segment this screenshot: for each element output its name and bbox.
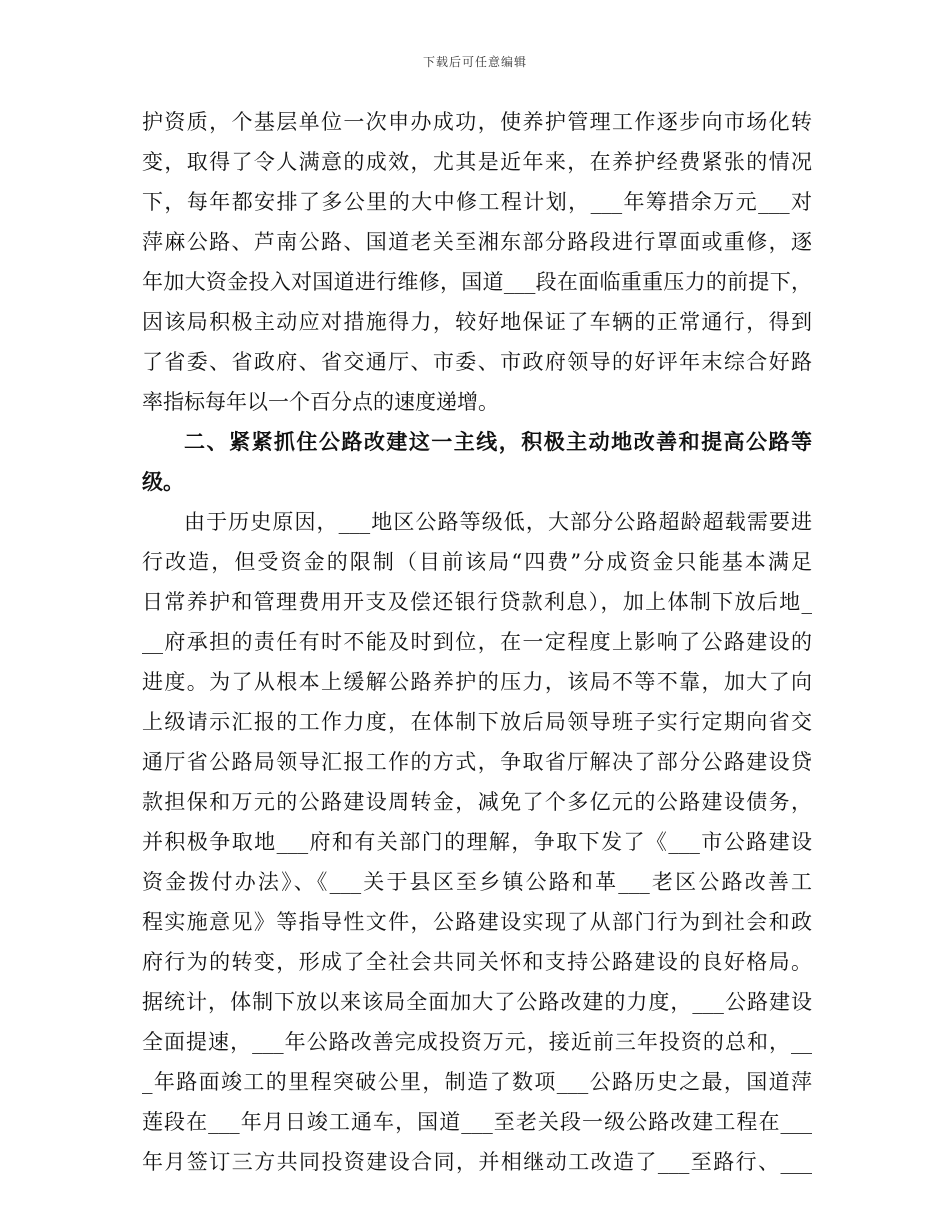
text-line: 款担保和万元的公路建设周转金，减免了个多亿元的公路建设债务， bbox=[142, 790, 812, 814]
text-line: _年路面竣工的里程突破公里，制造了数项___公路历史之最，国道萍 bbox=[142, 1070, 812, 1094]
text-line: 由于历史原因，___地区公路等级低，大部分公路超龄超载需要进 bbox=[184, 510, 812, 534]
text-line: 日常养护和管理费用开支及偿还银行贷款利息），加上体制下放后地_ bbox=[142, 590, 812, 614]
text-line: 莲段在___年月日竣工通车，国道___至老关段一级公路改建工程在___ bbox=[142, 1110, 812, 1134]
text-line: 萍麻公路、芦南公路、国道老关至湘东部分路段进行罩面或重修，逐 bbox=[142, 230, 812, 254]
text-line: 变，取得了令人满意的成效，尤其是近年来，在养护经费紧张的情况 bbox=[142, 150, 812, 174]
text-line: 通厅省公路局领导汇报工作的方式，争取省厅解决了部分公路建设贷 bbox=[142, 750, 812, 774]
text-line: __府承担的责任有时不能及时到位，在一定程度上影响了公路建设的 bbox=[142, 630, 812, 654]
text-line: 并积极争取地___府和有关部门的理解，争取下发了《___市公路建设 bbox=[142, 830, 812, 854]
page-header: 下载后可任意编辑 bbox=[422, 55, 527, 69]
text-line: 下，每年都安排了多公里的大中修工程计划，___年筹措余万元___对 bbox=[142, 190, 812, 214]
text-line: 年月签订三方共同投资建设合同，并相继动工改造了___至路行、___ bbox=[142, 1150, 812, 1174]
text-line: 因该局积极主动应对措施得力，较好地保证了车辆的正常通行，得到 bbox=[142, 310, 812, 334]
document-body bbox=[142, 102, 812, 1182]
text-line: 资金拨付办法》、《___关于县区至乡镇公路和革___老区公路改善工 bbox=[142, 870, 812, 894]
text-line: 了省委、省政府、省交通厅、市委、市政府领导的好评年末综合好路 bbox=[142, 350, 812, 374]
text-line: 率指标每年以一个百分点的速度递增。 bbox=[142, 390, 499, 414]
text-line: 护资质，个基层单位一次申办成功，使养护管理工作逐步向市场化转 bbox=[142, 110, 812, 134]
text-line: 进度。为了从根本上缓解公路养护的压力，该局不等不靠，加大了向 bbox=[142, 670, 812, 694]
section-heading-continuation: 级。 bbox=[142, 469, 184, 494]
section-heading: 二、紧紧抓住公路改建这一主线，积极主动地改善和提高公路等 bbox=[184, 429, 812, 454]
text-line: 府行为的转变，形成了全社会共同关怀和支持公路建设的良好格局。 bbox=[142, 950, 812, 974]
text-line: 据统计，体制下放以来该局全面加大了公路改建的力度，___公路建设 bbox=[142, 990, 812, 1014]
text-line: 年加大资金投入对国道进行维修，国道___段在面临重重压力的前提下， bbox=[142, 270, 812, 294]
text-line: 行改造，但受资金的限制（目前该局“四费”分成资金只能基本满足 bbox=[142, 550, 812, 574]
text-line: 全面提速，___年公路改善完成投资万元，接近前三年投资的总和，__ bbox=[142, 1030, 812, 1054]
text-line: 程实施意见》等指导性文件，公路建设实现了从部门行为到社会和政 bbox=[142, 910, 812, 934]
text-line: 上级请示汇报的工作力度，在体制下放后局领导班子实行定期向省交 bbox=[142, 710, 812, 734]
